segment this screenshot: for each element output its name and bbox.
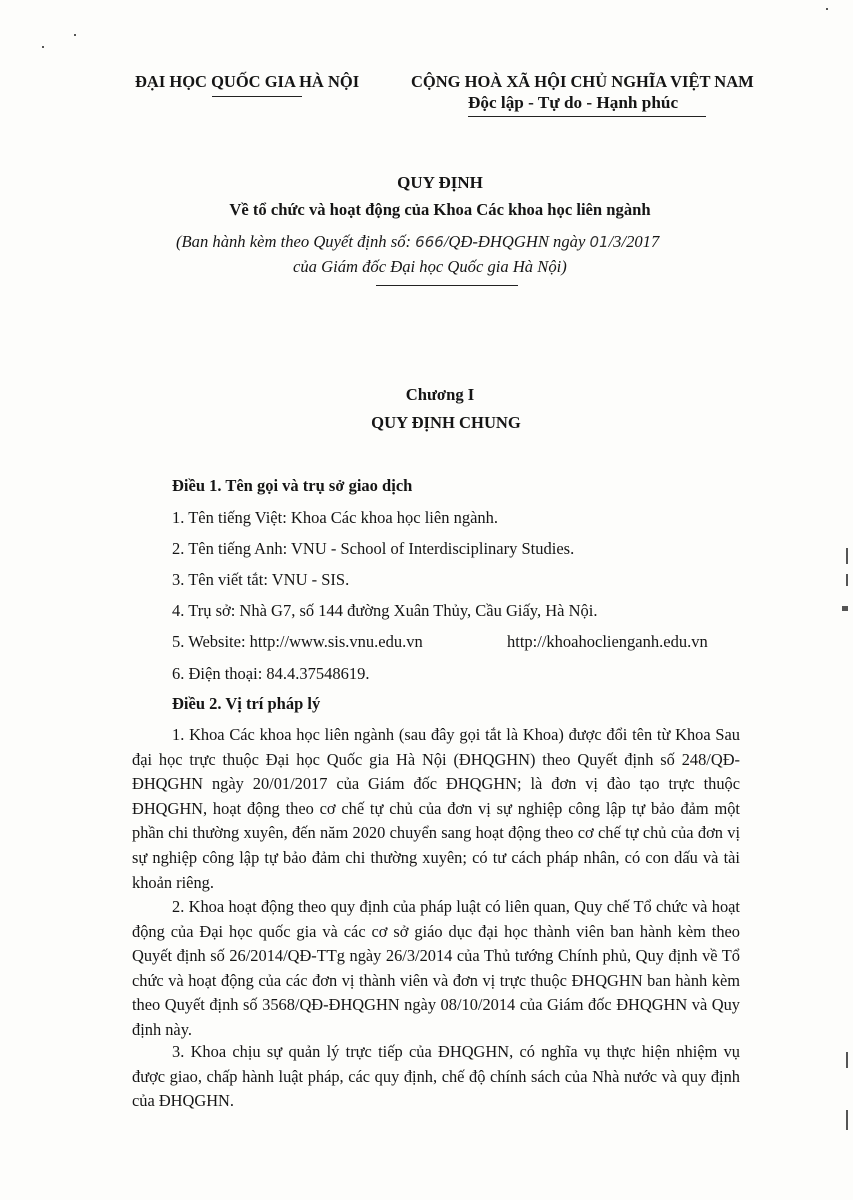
article-1-item-3: 3. Tên viết tắt: VNU - SIS. [172, 570, 350, 589]
article-1-item-4: 4. Trụ sở: Nhà G7, số 144 đường Xuân Thủy, Cầu Giấy, Hà Nội. [172, 601, 598, 620]
scan-edge-mark [846, 1110, 848, 1130]
handwritten-day: 01 [589, 233, 609, 251]
article-2-paragraph-3: 3. Khoa chịu sự quản lý trực tiếp của ĐHQGHN, có nghĩa vụ thực hiện nhiệm vụ được giao, chấp hành luật pháp, các quy định, chế độ chính sách của Nhà nước và quy định của ĐHQGHN. [132, 1042, 740, 1111]
national-motto: Độc lập - Tự do - Hạnh phúc [468, 93, 679, 112]
issuance-middle: /QĐ-ĐHQGHN ngày [443, 232, 590, 251]
scan-edge-mark [846, 1052, 848, 1068]
scan-edge-mark [846, 574, 848, 586]
issuance-prefix: (Ban hành kèm theo Quyết định số: [176, 232, 416, 251]
article-1-item-5: 5. Website: http://www.sis.vnu.edu.vn [172, 632, 423, 651]
article-2-paragraph-1: 1. Khoa Các khoa học liên ngành (sau đây gọi tắt là Khoa) được đổi tên từ Khoa Sau đại học trực thuộc Đại học Quốc gia Hà Nội (ĐHQGHN) theo Quyết định số 248/QĐ-ĐHQGHN ngày 20/01/2017 của Giám đốc ĐHQGHN; là đơn vị đào tạo trực thuộc ĐHQGHN, hoạt động theo cơ chế tự chủ của đơn vị sự nghiệp công lập tự bảo đảm một phần chi thường xuyên, đến năm 2020 chuyển sang hoạt động theo cơ chế tự chủ của đơn vị sự nghiệp công lập tự bảo đảm chi thường xuyên; có tư cách pháp nhân, có con dấu và tài khoản riêng. [132, 725, 740, 892]
article-2-paragraph-2: 2. Khoa hoạt động theo quy định của pháp luật có liên quan, Quy chế Tổ chức và hoạt động của Đại học quốc gia và các cơ sở giáo dục đại học thành viên ban hành kèm theo Quyết định số 26/2014/QĐ-TTg ngày 26/3/2014 của Thủ tướng Chính phủ, Quy định về Tổ chức và hoạt động của các đơn vị thành viên và đơn vị trực thuộc ĐHQGHN ban hành kèm theo Quyết định số 3568/QĐ-ĐHQGHN ngày 08/10/2014 của Giám đốc ĐHQGHN và Quy định này. [132, 897, 740, 1039]
issuance-suffix: /3/2017 [608, 232, 660, 251]
issuance-line-2: của Giám đốc Đại học Quốc gia Hà Nội) [293, 257, 567, 276]
article-1-item-2: 2. Tên tiếng Anh: VNU - School of Interdisciplinary Studies. [172, 539, 575, 558]
article-2-heading: Điều 2. Vị trí pháp lý [172, 694, 321, 713]
scan-speck [74, 34, 76, 36]
issuance-line [176, 231, 659, 253]
scan-edge-mark [842, 606, 848, 611]
article-1-item-5-alt-website: http://khoahoclienganh.edu.vn [507, 632, 708, 651]
chapter-label: Chương I [405, 385, 475, 404]
document-subtitle: Về tổ chức và hoạt động của Khoa Các khoa học liên ngành [229, 200, 651, 219]
article-1-item-6: 6. Điện thoại: 84.4.37548619. [172, 664, 370, 683]
country-name: CỘNG HOÀ XÃ HỘI CHỦ NGHĨA VIỆT NAM [411, 72, 754, 91]
organization-name: ĐẠI HỌC QUỐC GIA HÀ NỘI [135, 72, 360, 91]
scan-speck [826, 8, 828, 10]
document-title: QUY ĐỊNH [397, 173, 483, 192]
article-1-item-1: 1. Tên tiếng Việt: Khoa Các khoa học liên ngành. [172, 508, 499, 527]
handwritten-decision-number: 666 [415, 233, 444, 251]
scan-edge-mark [846, 548, 848, 564]
article-1-heading: Điều 1. Tên gọi và trụ sở giao dịch [172, 476, 413, 495]
scan-speck [42, 46, 44, 48]
organization-underline [212, 96, 302, 97]
chapter-title: QUY ĐỊNH CHUNG [371, 413, 521, 432]
motto-underline [468, 116, 706, 117]
title-separator [376, 285, 518, 286]
